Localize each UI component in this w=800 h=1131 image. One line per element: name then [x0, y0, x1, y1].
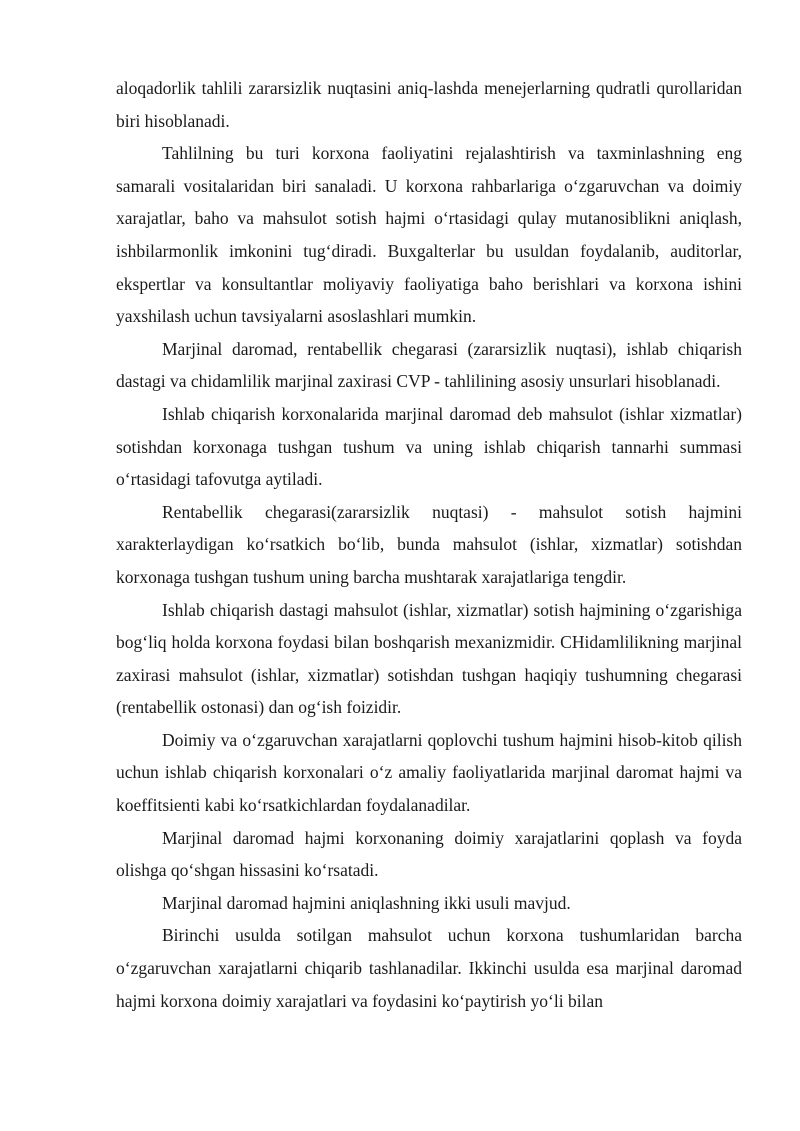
- paragraph-9: Marjinal daromad hajmini aniqlashning ikki usuli mavjud.: [162, 892, 571, 913]
- paragraph-1: aloqadorlik tahlili zararsizlik nuqtasini aniq-lashda menejerlarning qudratli qurollaridan biri hisoblanadi.: [116, 78, 742, 131]
- paragraph-7: Doimiy va o‘zgaruvchan xarajatlarni qoplovchi tushum hajmini hisob-kitob qilish uchun ishlab chiqarish korxonalari o‘z amaliy faoliyatlarida marjinal daromat hajmi va koeffitsienti kabi ko‘rsatkichlardan foydalanadilar.: [116, 729, 742, 816]
- paragraph-3: Marjinal daromad, rentabellik chegarasi (zararsizlik nuqtasi), ishlab chiqarish dastagi va chidamlilik marjinal zaxirasi CVP - tahlilining asosiy unsurlari hisoblanadi.: [116, 338, 742, 392]
- paragraph-2: Tahlilning bu turi korxona faoliyatini rejalashtirish va taxminlashning eng samarali vositalaridan biri sanaladi. U korxona rahbarlariga o‘zgaruvchan va doimiy xarajatlar, baho va mahsulot sotish hajmi o‘rtasidagi qulay mutanosiblikni aniqlash, ishbilarmonlik imkonini tug‘diradi. Buxgalterlar bu usuldan foydalanib, auditorlar, ekspertlar va konsultantlar moliyaviy faoliyatiga baho berishlari va korxona ishini yaxshilash uchun tavsiyalarni asoslashlari mumkin.: [116, 143, 742, 327]
- paragraph-6: Ishlab chiqarish dastagi mahsulot (ishlar, xizmatlar) sotish hajmining o‘zgarishiga bog‘liq holda korxona foydasi bilan boshqarish mexanizmidir. CHidamlilikning marjinal zaxirasi mahsulot (ishlar, xizmatlar) sotishdan tushgan haqiqiy tushumning chegarasi (rentabellik ostonasi) dan og‘ish foizidir.: [116, 599, 742, 718]
- paragraph-8: Marjinal daromad hajmi korxonaning doimiy xarajatlarini qoplash va foyda olishga qo‘shgan hissasini ko‘rsatadi.: [116, 827, 742, 881]
- paragraph-4: Ishlab chiqarish korxonalarida marjinal daromad deb mahsulot (ishlar xizmatlar) sotishdan korxonaga tushgan tushum va uning ishlab chiqarish tannarhi summasi o‘rtasidagi tafovutga aytiladi.: [116, 403, 742, 490]
- paragraph-10: Birinchi usulda sotilgan mahsulot uchun korxona tushumlaridan barcha o‘zgaruvchan xarajatlarni chiqarib tashlanadilar. Ikkinchi usulda esa marjinal daromad hajmi korxona doimiy xarajatlari va foydasini ko‘paytirish yo‘li bilan: [116, 925, 742, 1011]
- document-page: [116, 72, 742, 1017]
- paragraph-5: Rentabellik chegarasi(zararsizlik nuqtasi) - mahsulot sotish hajmini xarakterlaydigan ko‘rsatkich bo‘lib, bunda mahsulot (ishlar, xizmatlar) sotishdan korxonaga tushgan tushum uning barcha mushtarak xarajatlariga tengdir.: [116, 501, 742, 587]
